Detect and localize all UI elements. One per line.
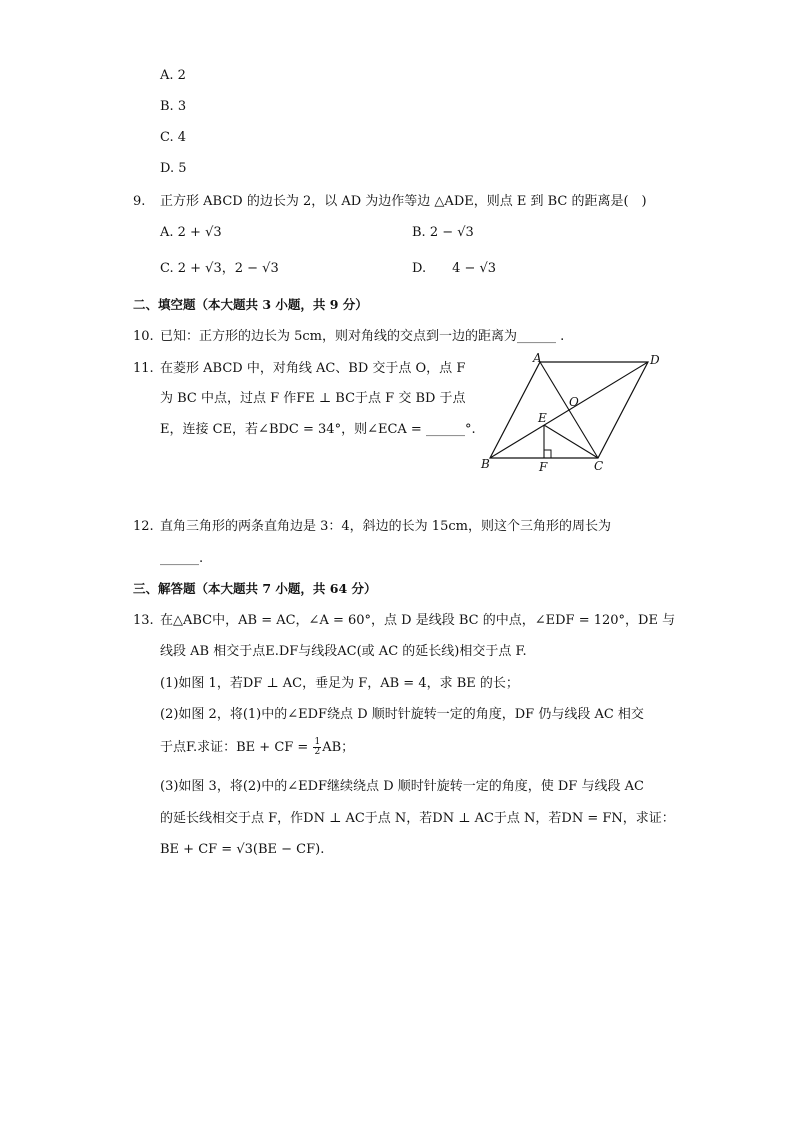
q13-part-3-line-1: (3)如图 3，将(2)中的∠EDF继续绕点 D 顺时针旋转一定的角度，使 DF 与线段 AC (160, 779, 644, 794)
right-angle-mark (544, 450, 551, 458)
q8-option-c: C. 4 (160, 130, 187, 145)
q13-part-2-prefix: 于点F.求证：BE + CF = (160, 740, 313, 755)
q9-stem: 正方形 ABCD 的边长为 2，以 AD 为边作等边 △ADE，则点 E 到 BC 的距离是( ) (160, 194, 647, 209)
rhombus-figure (478, 350, 678, 475)
label-b: B (481, 457, 490, 471)
q8-option-a: A. 2 (160, 68, 186, 83)
q13-part-2-suffix: AB； (322, 740, 355, 755)
label-f: F (539, 460, 548, 474)
label-a: A (533, 351, 542, 365)
q13-part-1: (1)如图 1，若DF ⊥ AC，垂足为 F，AB = 4，求 BE 的长； (160, 676, 519, 691)
q12-line-1: 直角三角形的两条直角边是 3：4，斜边的长为 15cm，则这个三角形的周长为 (160, 519, 611, 534)
fraction-numerator: 1 (314, 737, 321, 747)
label-d: D (650, 353, 660, 367)
q11-number: 11. (133, 361, 154, 376)
q13-part-3-line-2: 的延长线相交于点 F，作DN ⊥ AC于点 N，若DN ⊥ AC于点 N，若DN = FN，求证： (160, 811, 675, 826)
q9-number: 9. (133, 194, 146, 209)
q13-part-2-line-1: (2)如图 2，将(1)中的∠EDF绕点 D 顺时针旋转一定的角度，DF 仍与线段 AC 相交 (160, 707, 644, 722)
q12-line-2: ______. (160, 551, 204, 566)
q9-option-b: B. 2 − √3 (412, 225, 474, 240)
label-o: O (569, 395, 579, 409)
q9-option-a: A. 2 + √3 (160, 225, 222, 240)
q9-option-c: C. 2 + √3，2 − √3 (160, 261, 279, 276)
q10-number: 10. (133, 329, 154, 344)
label-e: E (538, 411, 547, 425)
q8-option-b: B. 3 (160, 99, 187, 114)
q11-line-2: 为 BC 中点，过点 F 作FE ⊥ BC于点 F 交 BD 于点 (160, 391, 466, 406)
one-half-fraction (313, 738, 321, 757)
q8-option-d: D. 5 (160, 161, 187, 176)
segment-ec (544, 425, 598, 458)
q11-line-3: E，连接 CE，若∠BDC = 34°，则∠ECA = ______°. (160, 422, 476, 437)
q13-line-2: 线段 AB 相交于点E.DF与线段AC(或 AC 的延长线)相交于点 F. (160, 644, 527, 659)
section-fill-in-heading: 二、填空题（本大题共 3 小题，共 9 分） (133, 297, 368, 312)
diagonal-bd (490, 362, 648, 458)
q12-number: 12. (133, 519, 154, 534)
q13-number: 13. (133, 613, 154, 628)
q9-option-d: D. 4 − √3 (412, 261, 497, 276)
fraction-denominator: 2 (314, 747, 321, 757)
label-c: C (594, 459, 604, 473)
q13-line-1: 在△ABC中，AB = AC，∠A = 60°，点 D 是线段 BC 的中点，∠EDF = 120°，DE 与 (160, 613, 676, 628)
q13-part-2-line-2 (160, 738, 354, 757)
q11-line-1: 在菱形 ABCD 中，对角线 AC、BD 交于点 O，点 F (160, 361, 466, 376)
section-solution-heading: 三、解答题（本大题共 7 小题，共 64 分） (133, 581, 377, 596)
q10-text: 已知：正方形的边长为 5cm，则对角线的交点到一边的距离为______ . (160, 329, 565, 344)
q13-part-3-line-3: BE + CF = √3(BE − CF). (160, 842, 325, 857)
